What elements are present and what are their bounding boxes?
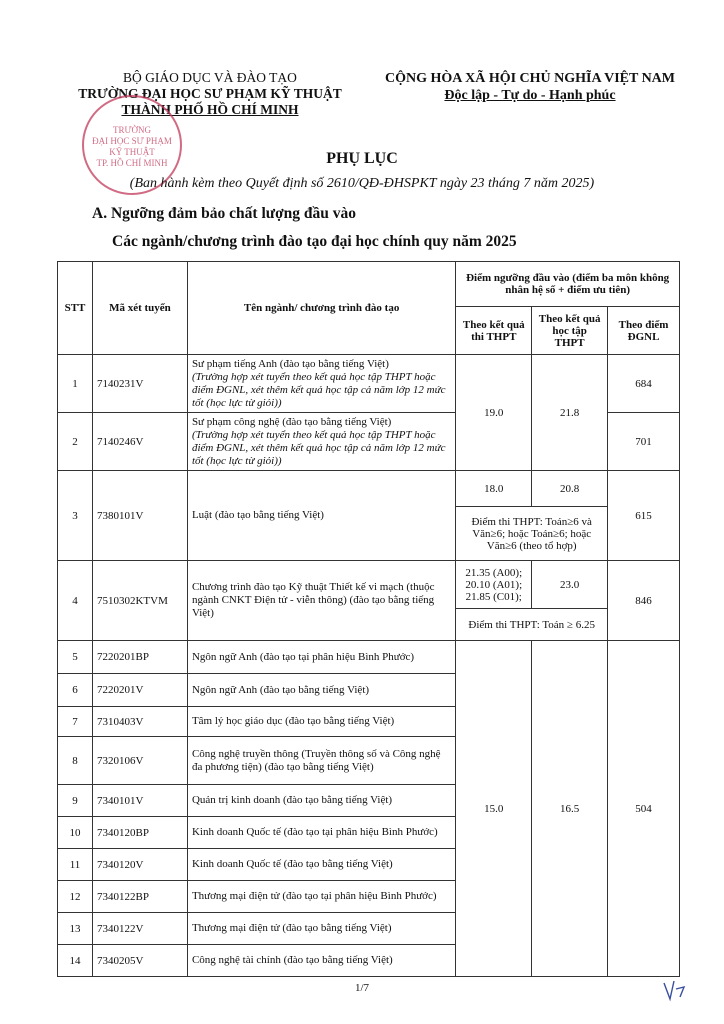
- table-row: 2 7140246V Sư phạm công nghệ (đào tạo bằng tiếng Việt) (Trường hợp xét tuyển theo kết quả học tập THPT hoặc điểm ĐGNL, xét thêm kết quả học tập cả năm lớp 12 mức tốt (học lực từ giỏi)) 701: [58, 413, 680, 471]
- table-row: 6 7220201V Ngôn ngữ Anh (đào tạo bằng tiếng Việt): [58, 674, 680, 707]
- national-motto: Độc lập - Tự do - Hạnh phúc: [444, 88, 616, 103]
- table-row: 9 7340101V Quản trị kinh doanh (đào tạo bằng tiếng Việt): [58, 785, 680, 817]
- table-row: 5 7220201BP Ngôn ngữ Anh (đào tạo tại phân hiệu Bình Phước) 15.0 16.5 504: [58, 641, 680, 674]
- table-row: 3 7380101V Luật (đào tạo bằng tiếng Việt) 18.0 20.8 615: [58, 471, 680, 507]
- hoctap-score: 16.5: [532, 641, 608, 977]
- header-code: Mã xét tuyển: [92, 262, 187, 355]
- dgnl-score: 701: [608, 413, 680, 471]
- admission-threshold-table: [57, 261, 680, 977]
- document-subtitle: (Ban hành kèm theo Quyết định số 2610/QĐ-ĐHSPKT ngày 23 tháng 7 năm 2025): [129, 176, 595, 191]
- table-row: 11 7340120V Kinh doanh Quốc tế (đào tạo bằng tiếng Việt): [58, 849, 680, 881]
- section-heading: A. Ngưỡng đảm bảo chất lượng đầu vào: [92, 205, 357, 222]
- dgnl-score: 846: [608, 561, 680, 641]
- hoctap-score: 21.8: [532, 355, 608, 471]
- red-seal-stamp: TRƯỜNG ĐẠI HỌC SƯ PHẠM KỸ THUẬT TP. HỒ CHÍ MINH: [82, 95, 182, 195]
- thpt-score: 15.0: [456, 641, 532, 977]
- ministry-name: BỘ GIÁO DỤC VÀ ĐÀO TẠO: [123, 70, 297, 85]
- header-thpt: Theo kết quả thi THPT: [456, 307, 532, 355]
- header-threshold-group: Điểm ngưỡng đầu vào (điểm ba môn không nhân hệ số + điểm ưu tiên): [456, 262, 680, 307]
- hoctap-score: 23.0: [532, 561, 608, 609]
- university-city: THÀNH PHỐ HỒ CHÍ MINH: [121, 102, 299, 117]
- thpt-score: 21.35 (A00); 20.10 (A01); 21.85 (C01);: [456, 561, 532, 609]
- extra-condition: Điểm thi THPT: Toán ≥ 6.25: [456, 609, 608, 641]
- extra-condition: Điểm thi THPT: Toán≥6 và Văn≥6; hoặc Toán≥6; hoặc Văn≥6 (theo tổ hợp): [456, 507, 608, 561]
- initials-signature: [660, 975, 690, 1005]
- thpt-score: 19.0: [456, 355, 532, 471]
- national-title: CỘNG HÒA XÃ HỘI CHỦ NGHĨA VIỆT NAM: [384, 71, 675, 86]
- table-row: 1 7140231V Sư phạm tiếng Anh (đào tạo bằng tiếng Việt) (Trường hợp xét tuyển theo kết quả học tập THPT hoặc điểm ĐGNL, xét thêm kết quả học tập cả năm lớp 12 mức tốt (học lực từ giỏi)) 19.0 21.8 684: [58, 355, 680, 413]
- header-dgnl: Theo điểm ĐGNL: [608, 307, 680, 355]
- table-row: 7 7310403V Tâm lý học giáo dục (đào tạo bằng tiếng Việt): [58, 707, 680, 737]
- table-row: 10 7340120BP Kinh doanh Quốc tế (đào tạo tại phân hiệu Bình Phước): [58, 817, 680, 849]
- section-subheading: Các ngành/chương trình đào tạo đại học chính quy năm 2025: [112, 233, 517, 250]
- hoctap-score: 20.8: [532, 471, 608, 507]
- thpt-score: 18.0: [456, 471, 532, 507]
- table-row: 14 7340205V Công nghệ tài chính (đào tạo bằng tiếng Việt): [58, 945, 680, 977]
- header-hoctap: Theo kết quả học tập THPT: [532, 307, 608, 355]
- table-row: 4 7510302KTVM Chương trình đào tạo Kỹ thuật Thiết kế vi mạch (thuộc ngành CNKT Điện tử - viễn thông) (đào tạo bằng tiếng Việt) 21.35 (A00); 20.10 (A01); 21.85 (C01); 23.0 846: [58, 561, 680, 609]
- table-row: 12 7340122BP Thương mại điện tử (đào tạo tại phân hiệu Bình Phước): [58, 881, 680, 913]
- page-number: 1/7: [354, 982, 370, 994]
- national-header: [365, 70, 695, 104]
- header-stt: STT: [58, 262, 93, 355]
- table-row: 13 7340122V Thương mại điện tử (đào tạo bằng tiếng Việt): [58, 913, 680, 945]
- header-program: Tên ngành/ chương trình đào tạo: [187, 262, 455, 355]
- dgnl-score: 615: [608, 471, 680, 561]
- table-row: 8 7320106V Công nghệ truyền thông (Truyền thông số và Công nghệ đa phương tiện) (đào tạo bằng tiếng Việt): [58, 737, 680, 785]
- university-name: TRƯỜNG ĐẠI HỌC SƯ PHẠM KỸ THUẬT: [78, 86, 342, 101]
- dgnl-score: 684: [608, 355, 680, 413]
- dgnl-score: 504: [608, 641, 680, 977]
- document-title: PHỤ LỤC: [326, 150, 398, 167]
